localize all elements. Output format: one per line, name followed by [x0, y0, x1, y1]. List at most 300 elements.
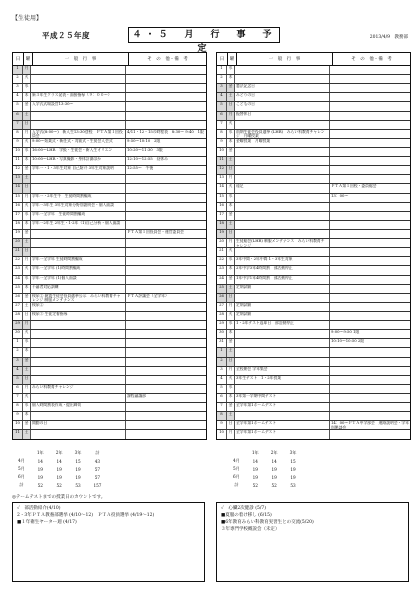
calendar-row [13, 75, 206, 84]
note-text [126, 84, 206, 92]
note-text [126, 121, 206, 129]
col-day: 日 [13, 53, 24, 65]
event-text [235, 203, 330, 211]
note-text [126, 102, 206, 110]
day-number: 14 [217, 184, 227, 192]
may-notes-lines [221, 505, 404, 533]
april-table [12, 52, 207, 440]
summary-cell: 52 [252, 482, 258, 488]
calendar-row [13, 412, 206, 421]
event-text [235, 330, 330, 338]
weekday: 木 [23, 157, 31, 165]
summary-cell: 52 [56, 482, 62, 488]
student-tag: 【生徒用】 [12, 15, 43, 22]
weekday: 水 [23, 212, 31, 220]
weekday: 火 [227, 312, 235, 320]
day-number: 25 [217, 285, 227, 293]
weekday: 土 [227, 285, 235, 293]
weekday: 水 [23, 339, 31, 347]
note-text [330, 139, 410, 147]
summary-cell: 15 [290, 458, 296, 464]
weekday: 金 [23, 102, 31, 110]
summary-cell: 14 [252, 458, 258, 464]
weekday: 火 [23, 203, 31, 211]
weekday: 土 [23, 303, 31, 311]
note-text [330, 257, 410, 265]
weekday: 土 [227, 221, 235, 229]
summary-cell: 57 [94, 466, 101, 472]
col-weekday: 曜 [24, 53, 33, 65]
day-number: 5 [217, 102, 227, 110]
weekday: 火 [23, 330, 31, 338]
day-number: 2 [13, 75, 23, 83]
weekday: 木 [23, 221, 31, 229]
calendar-row [13, 203, 206, 212]
event-text: こどもの日 [235, 102, 330, 110]
note-text [330, 66, 410, 74]
calendar-row [217, 93, 410, 102]
weekday: 水 [23, 148, 31, 156]
weekday: 日 [227, 102, 235, 110]
day-number: 8 [13, 403, 23, 411]
event-text [235, 194, 330, 202]
calendar-row [13, 130, 206, 139]
event-text: 検尿② [31, 303, 126, 311]
day-number: 20 [13, 239, 23, 247]
event-text: 定期試験 [235, 303, 330, 311]
summary-corner [12, 449, 31, 457]
note-line: ■１年衛生ヤーター週 (4/17) [17, 520, 77, 525]
event-text: 1・2年テスト返却日 部活動停止 [235, 321, 330, 329]
weekday: 日 [23, 248, 31, 256]
summary-cell: 43 [94, 458, 101, 464]
event-text [31, 394, 126, 402]
note-text: ＰＴＡ評議会（全学年） [127, 293, 169, 298]
calendar-row [13, 276, 206, 285]
note-text [126, 112, 206, 120]
event-text: 憲法記念日 [235, 84, 330, 92]
day-number: 8 [13, 130, 23, 138]
note-text: 14：00〜ＰＴＡ中学部会 進路説明会・学年別懇談会 [331, 421, 410, 430]
note-text [126, 66, 206, 74]
calendar-row [217, 112, 410, 121]
note-text [330, 394, 410, 402]
event-text [31, 239, 126, 247]
weekday: 水 [23, 403, 31, 411]
event-text: みどりの日 [235, 93, 330, 101]
summary-row [12, 473, 107, 481]
day-number: 18 [13, 221, 23, 229]
col-notes: そ の 他・備 考 [351, 57, 392, 62]
day-number: 11 [13, 157, 23, 165]
event-text [235, 175, 330, 183]
event-text [31, 321, 126, 329]
day-number: 3 [13, 84, 23, 92]
note-text [330, 348, 410, 356]
day-number: 1 [13, 66, 23, 74]
day-number: 10 [13, 421, 23, 429]
calendar-row [13, 112, 206, 121]
summary-header: 2年 [270, 450, 278, 455]
note-text: ＰＴＡ第１回役員会・運営委員会 [127, 229, 184, 234]
note-text: 12:55〜 午後 [127, 166, 154, 171]
may-table [216, 52, 411, 440]
day-number: 9 [217, 421, 227, 429]
calendar-row [13, 358, 206, 367]
calendar-row [217, 367, 410, 376]
note-text [330, 385, 410, 393]
event-text: 10:00〜LHR・写真撮影・身体計測ほか [31, 157, 126, 165]
event-text [31, 84, 126, 92]
col-day: 日 [217, 53, 228, 65]
day-number: 11 [217, 157, 227, 165]
event-text: 入学式式場設営13:30〜 [31, 102, 126, 110]
event-text [31, 75, 126, 83]
note-text: 12:10〜12:55 昼休み [127, 157, 168, 162]
summary-header: 3年 [74, 450, 82, 455]
day-number: 4 [217, 93, 227, 101]
day-number: 21 [13, 248, 23, 256]
calendar-row [217, 312, 410, 321]
note-text: 13：00〜 [331, 193, 349, 198]
summary-cell: 19 [290, 474, 296, 480]
calendar-row [13, 430, 206, 439]
calendar-row [217, 385, 410, 394]
weekday: 金 [227, 212, 235, 220]
event-text: 9:00〜始業式・新任式・対面式・生徒会入会式 [31, 139, 126, 147]
note-text [330, 303, 410, 311]
day-number: 6 [217, 112, 227, 120]
note-text [330, 203, 410, 211]
day-number: 21 [217, 248, 227, 256]
note-text [330, 248, 410, 256]
note-text [126, 403, 206, 411]
note-text [126, 239, 206, 247]
event-text: 定期試験 [235, 312, 330, 320]
weekday: 土 [23, 430, 31, 439]
event-text [235, 121, 330, 129]
day-number: 30 [13, 330, 23, 338]
event-text [31, 376, 126, 384]
calendar-row [13, 84, 206, 93]
event-text [235, 230, 330, 238]
calendar-row [13, 184, 206, 193]
event-text: 3年生テスト 1・2年授業 [235, 376, 330, 384]
summary-cell: 19 [75, 474, 81, 480]
summary-cell: 19 [56, 466, 62, 472]
day-number: 13 [13, 175, 23, 183]
note-text [330, 157, 410, 165]
calendar-row [217, 421, 410, 430]
summary-row [12, 481, 107, 489]
note-text [330, 321, 410, 329]
event-text: 全校朝会 学年集会 [235, 367, 330, 375]
calendar-row [13, 312, 206, 321]
calendar-row [217, 348, 410, 357]
day-number: 17 [13, 212, 23, 220]
col-weekday: 曜 [228, 53, 237, 65]
summary-header-row [12, 449, 107, 457]
note-text [126, 312, 206, 320]
day-number: 8 [217, 412, 227, 420]
event-text [31, 348, 126, 356]
summary-header: 3年 [289, 450, 297, 455]
note-text: 9:50〜10:10 2限 [127, 138, 161, 143]
note-text [126, 221, 206, 229]
event-text [235, 75, 330, 83]
weekday: 金 [23, 166, 31, 174]
note-text: 10:20〜11:30 3限 [127, 147, 163, 152]
calendar-row [217, 330, 410, 339]
weekday: 木 [23, 285, 31, 293]
calendar-row [217, 148, 410, 157]
day-number: 4 [13, 367, 23, 375]
may-body [217, 66, 410, 439]
summary-header: 2年 [55, 450, 63, 455]
event-text [235, 212, 330, 220]
calendar-row [217, 358, 410, 367]
weekday: 水 [23, 84, 31, 92]
calendar-row [13, 139, 206, 148]
note-text [330, 285, 410, 293]
note-text [330, 358, 410, 366]
note-text [126, 266, 206, 274]
day-number: 7 [217, 403, 227, 411]
event-text: 学年一・2年生午 生徒時間割編成 [31, 194, 126, 202]
day-number: 3 [13, 358, 23, 366]
note-text [126, 257, 206, 265]
calendar-row [217, 339, 410, 348]
calendar-row [217, 257, 410, 266]
note-text [126, 358, 206, 366]
calendar-row [217, 194, 410, 203]
note-line: ✓ 心臓2次健診 (5/7) [221, 506, 266, 511]
day-number: 13 [217, 175, 227, 183]
event-text: 定期試験 [235, 285, 330, 293]
calendar-row [217, 166, 410, 175]
note-text [330, 148, 410, 156]
event-text [235, 148, 330, 156]
calendar-row [217, 184, 410, 193]
event-text: 3年第一学期中間テスト [235, 394, 330, 402]
weekday: 木 [227, 203, 235, 211]
event-text: 学年一2年生 2年生・1-2年（1)自己分析・個人面談 [31, 221, 126, 229]
calendar-row [217, 412, 410, 421]
weekday: 水 [227, 194, 235, 202]
day-number: 2 [13, 348, 23, 356]
note-text [126, 385, 206, 393]
note-text [330, 266, 410, 274]
event-text: 振替休日 [235, 112, 330, 120]
weekday: 月 [23, 385, 31, 393]
note-text [330, 166, 410, 174]
day-number: 28 [13, 312, 23, 320]
day-number: 15 [13, 194, 23, 202]
event-text: 学年一全学年 生徒時間割編成 [31, 257, 126, 265]
event-text: 学年一全学年 生徒時間割編成 [31, 212, 126, 220]
weekday: 日 [23, 376, 31, 384]
event-text [235, 294, 330, 302]
weekday: 日 [227, 358, 235, 366]
april-body [13, 66, 206, 439]
summary-cell: 53 [290, 482, 296, 488]
weekday: 土 [227, 157, 235, 165]
weekday: 火 [227, 121, 235, 129]
day-number: 8 [217, 130, 227, 138]
day-number: 10 [13, 148, 23, 156]
event-text: 学年一全学年 (1)時間割編成 [31, 266, 126, 274]
day-number: 10 [217, 430, 227, 439]
weekday: 水 [227, 66, 235, 74]
summary-corner [227, 449, 246, 457]
calendar-row [13, 230, 206, 239]
note-text [126, 203, 206, 211]
note-text [330, 430, 410, 439]
day-number: 18 [217, 221, 227, 229]
summary-cell: 6月 [18, 474, 25, 479]
calendar-row [13, 330, 206, 339]
note-text [330, 403, 410, 411]
day-number: 1 [217, 66, 227, 74]
event-text: 前期生徒会役員選挙 (LHR) みらい科教育チャレンジ 月曜授業 [235, 130, 330, 138]
summary-row [12, 465, 107, 473]
day-number: 6 [13, 385, 23, 393]
april-notes-box [12, 502, 205, 582]
day-number: 4 [217, 376, 227, 384]
calendar-row [13, 394, 206, 403]
note-text: 課程審議部 [127, 393, 146, 398]
weekday: 日 [227, 166, 235, 174]
weekday: 月 [23, 321, 31, 329]
weekday: 金 [227, 276, 235, 284]
calendar-row [13, 294, 206, 303]
calendar-row [13, 66, 206, 75]
summary-cell: 14 [271, 458, 277, 464]
calendar-row [13, 303, 206, 312]
weekday: 金 [23, 358, 31, 366]
day-number: 10 [217, 148, 227, 156]
calendar-row [13, 376, 206, 385]
calendar-row [13, 367, 206, 376]
weekday: 金 [23, 294, 31, 302]
weekday: 金 [23, 421, 31, 429]
event-text [31, 230, 126, 238]
day-number: 17 [217, 212, 227, 220]
calendar-row [217, 403, 410, 412]
event-text: 全学年第1ホームデスト [235, 403, 330, 411]
calendar-row [217, 266, 410, 275]
weekday: 土 [23, 112, 31, 120]
calendar-row [13, 148, 206, 157]
day-number: 26 [217, 294, 227, 302]
summary-cell: 14 [37, 458, 43, 464]
summary-table-right [227, 449, 302, 489]
event-text [31, 412, 126, 420]
weekday: 金 [227, 148, 235, 156]
note-text [126, 303, 206, 311]
weekday: 日 [227, 421, 235, 429]
event-text [235, 66, 330, 74]
may-notes-box [216, 502, 409, 582]
event-text [31, 248, 126, 256]
summary-row [227, 457, 302, 465]
summary-cell: 57 [94, 474, 101, 480]
weekday: 金 [23, 230, 31, 238]
calendar-row [13, 421, 206, 430]
event-text: 3年中間・2年中間 1・3年生対象 [235, 257, 330, 265]
note-text [330, 93, 410, 101]
day-number: 7 [13, 121, 23, 129]
note-text [126, 330, 206, 338]
note-text: ＰＴＡ第１回校・委員総会 [331, 184, 377, 189]
calendar-row [217, 139, 410, 148]
day-number: 4 [13, 93, 23, 101]
day-number: 12 [217, 166, 227, 174]
calendar-row [13, 266, 206, 275]
note-text [126, 367, 206, 375]
weekday: 木 [227, 75, 235, 83]
event-text: 学年一3年生 3年生対象分野別説明会・個人面談 [31, 203, 126, 211]
note-text [126, 194, 206, 202]
calendar-row [217, 175, 410, 184]
weekday: 金 [227, 339, 235, 347]
april-table-header [13, 53, 206, 66]
summary-cell: 19 [271, 466, 277, 472]
note-text: 9:00〜9:50 1限 [331, 330, 360, 335]
calendar-row [13, 403, 206, 412]
weekday: 月 [227, 303, 235, 311]
calendar-row [13, 93, 206, 102]
page-title: ４・５ 月 行 事 予 定 [128, 27, 280, 43]
summary-cell: 4月 [18, 458, 25, 463]
calendar-row [217, 75, 410, 84]
day-number: 30 [217, 330, 227, 338]
event-text [235, 157, 330, 165]
event-text: 全学年第1ホームデスト [235, 430, 330, 439]
day-number: 11 [13, 430, 23, 439]
event-text: 生徒総会(LHR) 制服メンテナンス みらい科教育チャレンジ [235, 239, 330, 247]
note-text [330, 367, 410, 375]
summary-cell: 19 [56, 474, 62, 480]
note-line: ✓ 部活動紹介(4/10) [17, 506, 61, 511]
weekday: 日 [227, 230, 235, 238]
weekday: 水 [227, 257, 235, 265]
day-number: 6 [13, 112, 23, 120]
summary-row [227, 481, 302, 489]
note-text [330, 130, 410, 138]
day-number: 24 [13, 276, 23, 284]
note-text [330, 102, 410, 110]
weekday: 土 [23, 239, 31, 247]
note-text [330, 221, 410, 229]
weekday: 木 [23, 412, 31, 420]
summary-header: 計 [95, 450, 100, 455]
event-text [235, 166, 330, 174]
event-text: 学年一・1・3年生対象 自己紹介 3年生対象説明 [31, 166, 126, 174]
summary-cell: 19 [252, 474, 258, 480]
year-label: 平成２５年度 [42, 31, 90, 40]
weekday: 金 [227, 84, 235, 92]
weekday: 土 [227, 412, 235, 420]
summary-cell: 157 [93, 482, 102, 488]
note-line: ■夏服の着け移し (6/15) [221, 513, 272, 518]
note-text [330, 312, 410, 320]
weekday: 土 [227, 93, 235, 101]
event-text [235, 348, 330, 356]
summary-header-row [227, 449, 302, 457]
calendar-row [217, 84, 410, 93]
weekday: 土 [227, 348, 235, 356]
